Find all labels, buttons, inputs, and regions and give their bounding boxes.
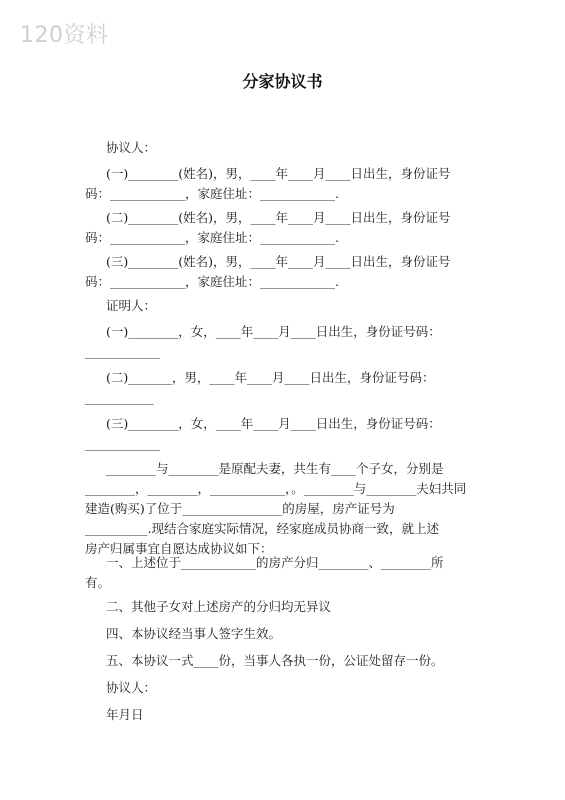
- party-2-line-1: (二)________(姓名)，男，____年____月____日出生，身份证号: [106, 210, 451, 225]
- party-2-line-2: 码：____________，家庭住址：____________.: [85, 230, 339, 245]
- clause-2: 二、其他子女对上述房产的分归均无异议: [106, 599, 332, 614]
- body-paragraph-line-3: 建造(购买)了位于________________的房屋，房产证号为: [85, 501, 395, 516]
- body-paragraph-line-1: ________与________是原配夫妻，共生有____个子女，分别是: [106, 461, 444, 476]
- witness-3-line-2: ____________: [85, 436, 160, 451]
- witness-2-line-1: (二)_______，男，____年____月____日出生，身份证号码：: [106, 370, 435, 385]
- party-3-line-1: (三)________(姓名)，男，____年____月____日出生，身份证号: [106, 254, 451, 269]
- signature-label: 协议人：: [106, 680, 157, 695]
- clause-5: 五、本协议一式____份，当事人各执一份，公证处留存一份。: [106, 653, 444, 668]
- date-label: 年月日: [106, 707, 144, 722]
- clause-4: 四、本协议经当事人签字生效。: [106, 626, 282, 641]
- clause-1-line-2: 有。: [85, 575, 111, 590]
- party-1-line-1: (一)________(姓名)，男，____年____月____日出生，身份证号: [106, 166, 451, 181]
- witnesses-heading: 证明人：: [106, 298, 157, 313]
- witness-3-line-1: (三)________，女，____年____月____日出生，身份证号码：: [106, 416, 441, 431]
- document-title: 分家协议书: [242, 72, 323, 91]
- parties-heading: 协议人：: [106, 140, 157, 155]
- body-paragraph-line-5: 房产归属事宜自愿达成协议如下：: [85, 541, 273, 556]
- body-paragraph-line-4: __________.现结合家庭实际情况，经家庭成员协商一致，就上述: [85, 521, 439, 536]
- witness-1-line-2: ____________: [85, 344, 160, 359]
- party-1-line-2: 码：____________，家庭住址：____________.: [85, 186, 339, 201]
- body-paragraph-line-2: ________，________，____________，。________与________夫妇共同: [85, 481, 467, 496]
- witness-1-line-1: (一)________，女，____年____月____日出生，身份证号码：: [106, 324, 441, 339]
- clause-1-line-1: 一、上述位于____________的房产分归________、________所: [106, 555, 444, 570]
- watermark: 120资料: [20, 23, 109, 48]
- witness-2-line-2: ___________: [85, 390, 154, 405]
- party-3-line-2: 码：____________，家庭住址：____________.: [85, 274, 339, 289]
